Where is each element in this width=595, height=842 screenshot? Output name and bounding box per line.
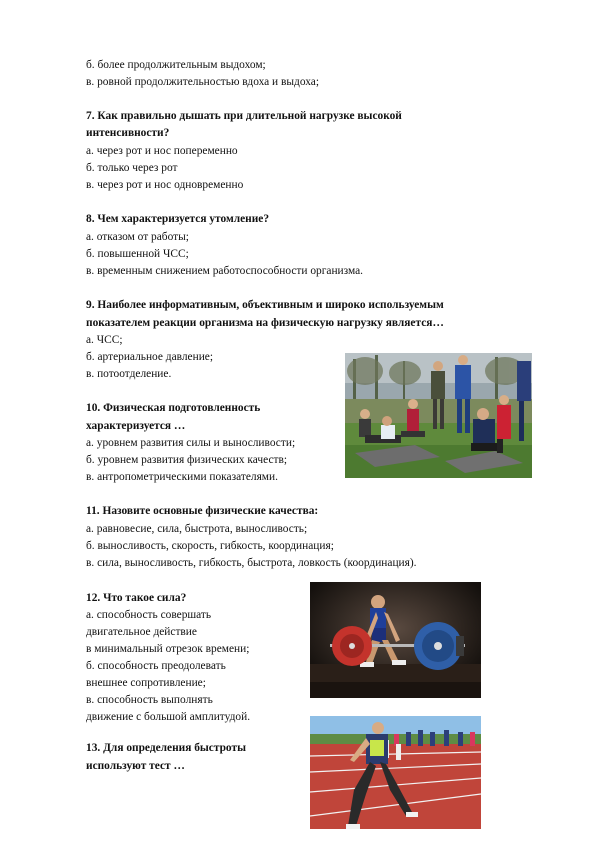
answer-option: в. ровной продолжительностью вдоха и выдоха; (86, 76, 319, 88)
answer-option: в. сила, выносливость, гибкость, быстрота, ловкость (координация). (86, 557, 417, 569)
photo-running-track (310, 716, 481, 829)
answer-line: в минимальный отрезок времени; (86, 643, 250, 655)
question-12-title: 12. Что такое сила? (86, 592, 187, 604)
answer-line: движение с большой амплитудой. (86, 711, 251, 723)
answer-option: а. уровнем развития силы и выносливости; (86, 437, 296, 449)
question-13-title: 13. Для определения быстроты (86, 742, 246, 754)
answer-option: б. уровнем развития физических качеств; (86, 454, 288, 466)
question-13-title-cont: используют тест … (86, 760, 185, 772)
answer-option: а. отказом от работы; (86, 231, 189, 243)
answer-option: б. повышенной ЧСС; (86, 248, 189, 260)
photo-outdoor-fitness-test (345, 353, 532, 478)
photo-weightlifter (310, 582, 481, 698)
question-8-title: 8. Чем характеризуется утомление? (86, 213, 270, 225)
answer-line: внешнее сопротивление; (86, 677, 206, 689)
answer-option: а. равновесие, сила, быстрота, выносливость; (86, 523, 308, 535)
answer-option: в. потоотделение. (86, 368, 172, 380)
answer-option: б. выносливость, скорость, гибкость, координация; (86, 540, 334, 552)
question-7-title: 7. Как правильно дышать при длительной нагрузке высокой (86, 110, 402, 122)
answer-option: в. через рот и нос одновременно (86, 179, 244, 191)
answer-option: в. антропометрическими показателями. (86, 471, 278, 483)
answer-option: б. более продолжительным выдохом; (86, 59, 266, 71)
answer-option: а. ЧСС; (86, 334, 123, 346)
question-7-title-cont: интенсивности? (86, 127, 170, 139)
question-10-title-cont: характеризуется … (86, 420, 186, 432)
question-9-title-cont: показателем реакции организма на физическую нагрузку является… (86, 317, 444, 329)
answer-line: а. способность совершать (86, 609, 212, 621)
answer-option: в. временным снижением работоспособности организма. (86, 265, 364, 277)
answer-line: в. способность выполнять (86, 694, 213, 706)
answer-option: б. артериальное давление; (86, 351, 214, 363)
answer-line: двигательное действие (86, 626, 197, 638)
question-11-title: 11. Назовите основные физические качества: (86, 505, 319, 517)
question-9-title: 9. Наиболее информативным, объективным и широко используемым (86, 299, 444, 311)
answer-option: б. только через рот (86, 162, 178, 174)
answer-option: а. через рот и нос попеременно (86, 145, 238, 157)
answer-line: б. способность преодолевать (86, 660, 226, 672)
question-10-title: 10. Физическая подготовленность (86, 402, 261, 414)
